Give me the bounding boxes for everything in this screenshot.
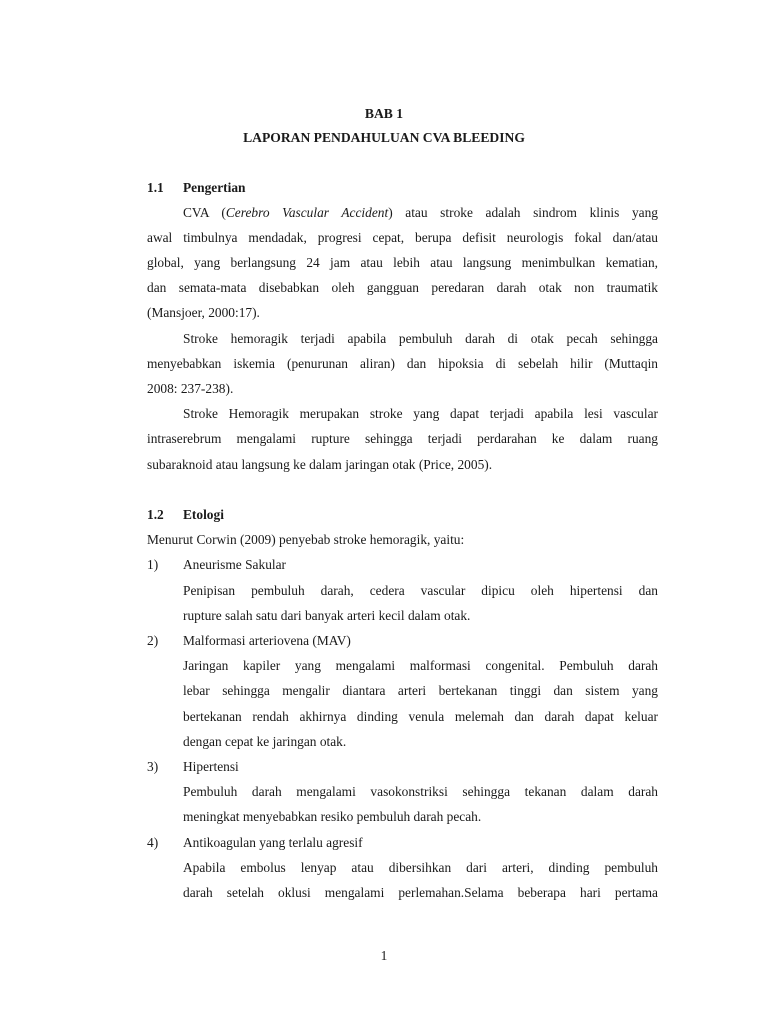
paragraph-line xyxy=(183,205,658,221)
paragraph-line: Stroke Hemoragik merupakan stroke yang dapat terjadi apabila lesi vascular xyxy=(183,406,658,421)
paragraph-line: Stroke hemoragik terjadi apabila pembuluh darah di otak pecah sehingga xyxy=(183,331,658,346)
list-item-title: Antikoagulan yang terlalu agresif xyxy=(183,835,363,850)
paragraph-line: subaraknoid atau langsung ke dalam jaringan otak (Price, 2005). xyxy=(147,457,493,472)
list-item-line: dengan cepat ke jaringan otak. xyxy=(183,734,347,749)
page-number: 1 xyxy=(380,948,388,963)
list-item-line: lebar sehingga mengalir diantara arteri bertekanan tinggi dan sistem yang xyxy=(183,683,658,698)
paragraph-line: (Mansjoer, 2000:17). xyxy=(147,305,260,320)
italic-term: Cerebro Vascular Accident xyxy=(225,205,389,220)
list-item-line: Pembuluh darah mengalami vasokonstriksi sehingga tekanan dalam darah xyxy=(183,784,658,799)
list-item-number: 1) xyxy=(147,557,159,572)
paragraph-line: dan semata-mata disebabkan oleh gangguan peredaran darah otak non traumatik xyxy=(147,280,658,295)
list-item-line: bertekanan rendah akhirnya dinding venula melemah dan darah dapat keluar xyxy=(183,709,658,724)
section-number: 1.2 xyxy=(147,507,164,522)
section-title: Etologi xyxy=(183,507,224,522)
list-item-line: Penipisan pembuluh darah, cedera vascular dipicu oleh hipertensi dan xyxy=(183,583,658,598)
section-heading-pengertian xyxy=(147,180,245,196)
paragraph-line: intraserebrum mengalami rupture sehingga terjadi perdarahan ke dalam ruang xyxy=(147,431,658,446)
list-item-line: Apabila embolus lenyap atau dibersihkan dari arteri, dinding pembuluh xyxy=(183,860,658,875)
list-item-line: meningkat menyebabkan resiko pembuluh darah pecah. xyxy=(183,809,482,824)
text-span: CVA ( xyxy=(183,205,226,220)
section-intro: Menurut Corwin (2009) penyebab stroke hemoragik, yaitu: xyxy=(147,532,465,547)
list-item-number: 3) xyxy=(147,759,159,774)
section-number: 1.1 xyxy=(147,180,164,195)
list-item-title: Malformasi arteriovena (MAV) xyxy=(183,633,351,648)
list-item-title: Hipertensi xyxy=(183,759,239,774)
list-item-title: Aneurisme Sakular xyxy=(183,557,287,572)
document-title: LAPORAN PENDAHULUAN CVA BLEEDING xyxy=(243,130,525,145)
paragraph-line: menyebabkan iskemia (penurunan aliran) dan hipoksia di sebelah hilir (Muttaqin xyxy=(147,356,658,371)
text-span: ) atau stroke adalah sindrom klinis yang xyxy=(388,205,658,220)
chapter-label: BAB 1 xyxy=(364,106,404,121)
list-item-line: darah setelah oklusi mengalami perlemahan.Selama beberapa hari pertama xyxy=(183,885,658,900)
paragraph-line: global, yang berlangsung 24 jam atau lebih atau langsung menimbulkan kematian, xyxy=(147,255,658,270)
list-item-number: 4) xyxy=(147,835,159,850)
list-item-line: rupture salah satu dari banyak arteri kecil dalam otak. xyxy=(183,608,471,623)
paragraph-line: awal timbulnya mendadak, progresi cepat, berupa defisit neurologis fokal dan/atau xyxy=(147,230,658,245)
section-title: Pengertian xyxy=(183,180,246,195)
section-heading-etologi xyxy=(147,507,224,523)
list-item-number: 2) xyxy=(147,633,159,648)
list-item-line: Jaringan kapiler yang mengalami malformasi congenital. Pembuluh darah xyxy=(183,658,658,673)
paragraph-line: 2008: 237-238). xyxy=(147,381,234,396)
